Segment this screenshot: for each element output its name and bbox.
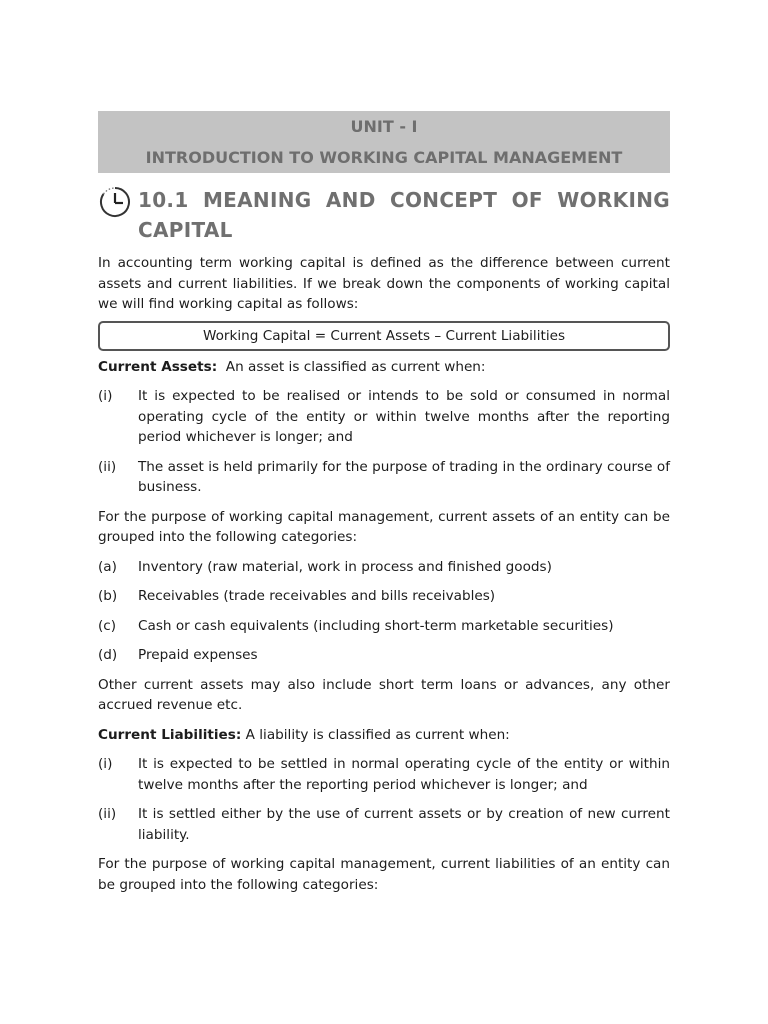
list-marker: (ii) [98, 458, 117, 475]
list-text: Prepaid expenses [138, 647, 258, 663]
heading-line1 [138, 185, 670, 215]
formula-box: Working Capital = Current Assets – Current Liabilities [98, 321, 670, 351]
list-item [98, 457, 670, 498]
list-text: It is expected to be settled in normal operating cycle of the entity or within twelve months after the reporting period whichever is longer; and [138, 756, 670, 793]
unit-subtitle: INTRODUCTION TO WORKING CAPITAL MANAGEMENT [145, 148, 623, 167]
other-assets-paragraph: Other current assets may also include short term loans or advances, any other accrued revenue etc. [98, 676, 670, 713]
list-item [98, 616, 670, 637]
list-item [98, 754, 670, 795]
heading-word: AND [325, 188, 376, 212]
list-marker: (c) [98, 617, 117, 634]
list-text: It is settled either by the use of current assets or by creation of new current liability. [138, 806, 670, 843]
current-assets-label: Current Assets: [98, 358, 218, 375]
section-heading [98, 185, 670, 245]
heading-word: OF [511, 188, 543, 212]
intro-paragraph: In accounting term working capital is defined as the difference between current assets and current liabilities. If we break down the components of working capital we will find working capital as follows: [98, 255, 670, 312]
list-marker: (i) [98, 388, 113, 404]
unit-title: UNIT - I [350, 117, 418, 136]
current-liabilities-text: A liability is classified as current when: [245, 726, 510, 743]
list-item [98, 557, 670, 578]
list-marker: (ii) [98, 806, 117, 822]
current-assets-definition [98, 357, 670, 378]
liabilities-categories-intro: For the purpose of working capital management, current liabilities of an entity can be grouped into the following categories: [98, 856, 670, 893]
clock-icon [98, 185, 132, 219]
list-text: Cash or cash equivalents (including short-term marketable securities) [138, 617, 614, 634]
document-page [98, 111, 670, 895]
heading-word: WORKING [557, 188, 670, 212]
heading-word: CONCEPT [390, 188, 498, 212]
list-marker: (i) [98, 756, 113, 772]
heading-line2: CAPITAL [138, 218, 233, 242]
list-marker: (b) [98, 588, 118, 604]
list-text: Inventory (raw material, work in process and finished goods) [138, 558, 552, 575]
list-text: Receivables (trade receivables and bills receivables) [138, 588, 496, 604]
list-item [98, 586, 670, 607]
list-text: It is expected to be realised or intends to be sold or consumed in normal operating cycle of the entity or within twelve months after the reporting period whichever is longer; and [138, 388, 670, 445]
current-assets-text: An asset is classified as current when: [225, 358, 486, 375]
list-item [98, 645, 670, 666]
current-liabilities-definition [98, 725, 670, 746]
assets-categories-intro: For the purpose of working capital management, current assets of an entity can be grouped into the following categories: [98, 508, 670, 545]
heading-word: 10.1 [138, 188, 189, 212]
unit-banner [98, 111, 670, 173]
list-marker: (a) [98, 558, 117, 575]
list-item [98, 386, 670, 448]
current-liabilities-label: Current Liabilities: [98, 726, 242, 743]
list-item [98, 804, 670, 845]
list-text: The asset is held primarily for the purpose of trading in the ordinary course of business. [138, 458, 670, 495]
heading-word: MEANING [202, 188, 312, 212]
list-marker: (d) [98, 647, 118, 663]
